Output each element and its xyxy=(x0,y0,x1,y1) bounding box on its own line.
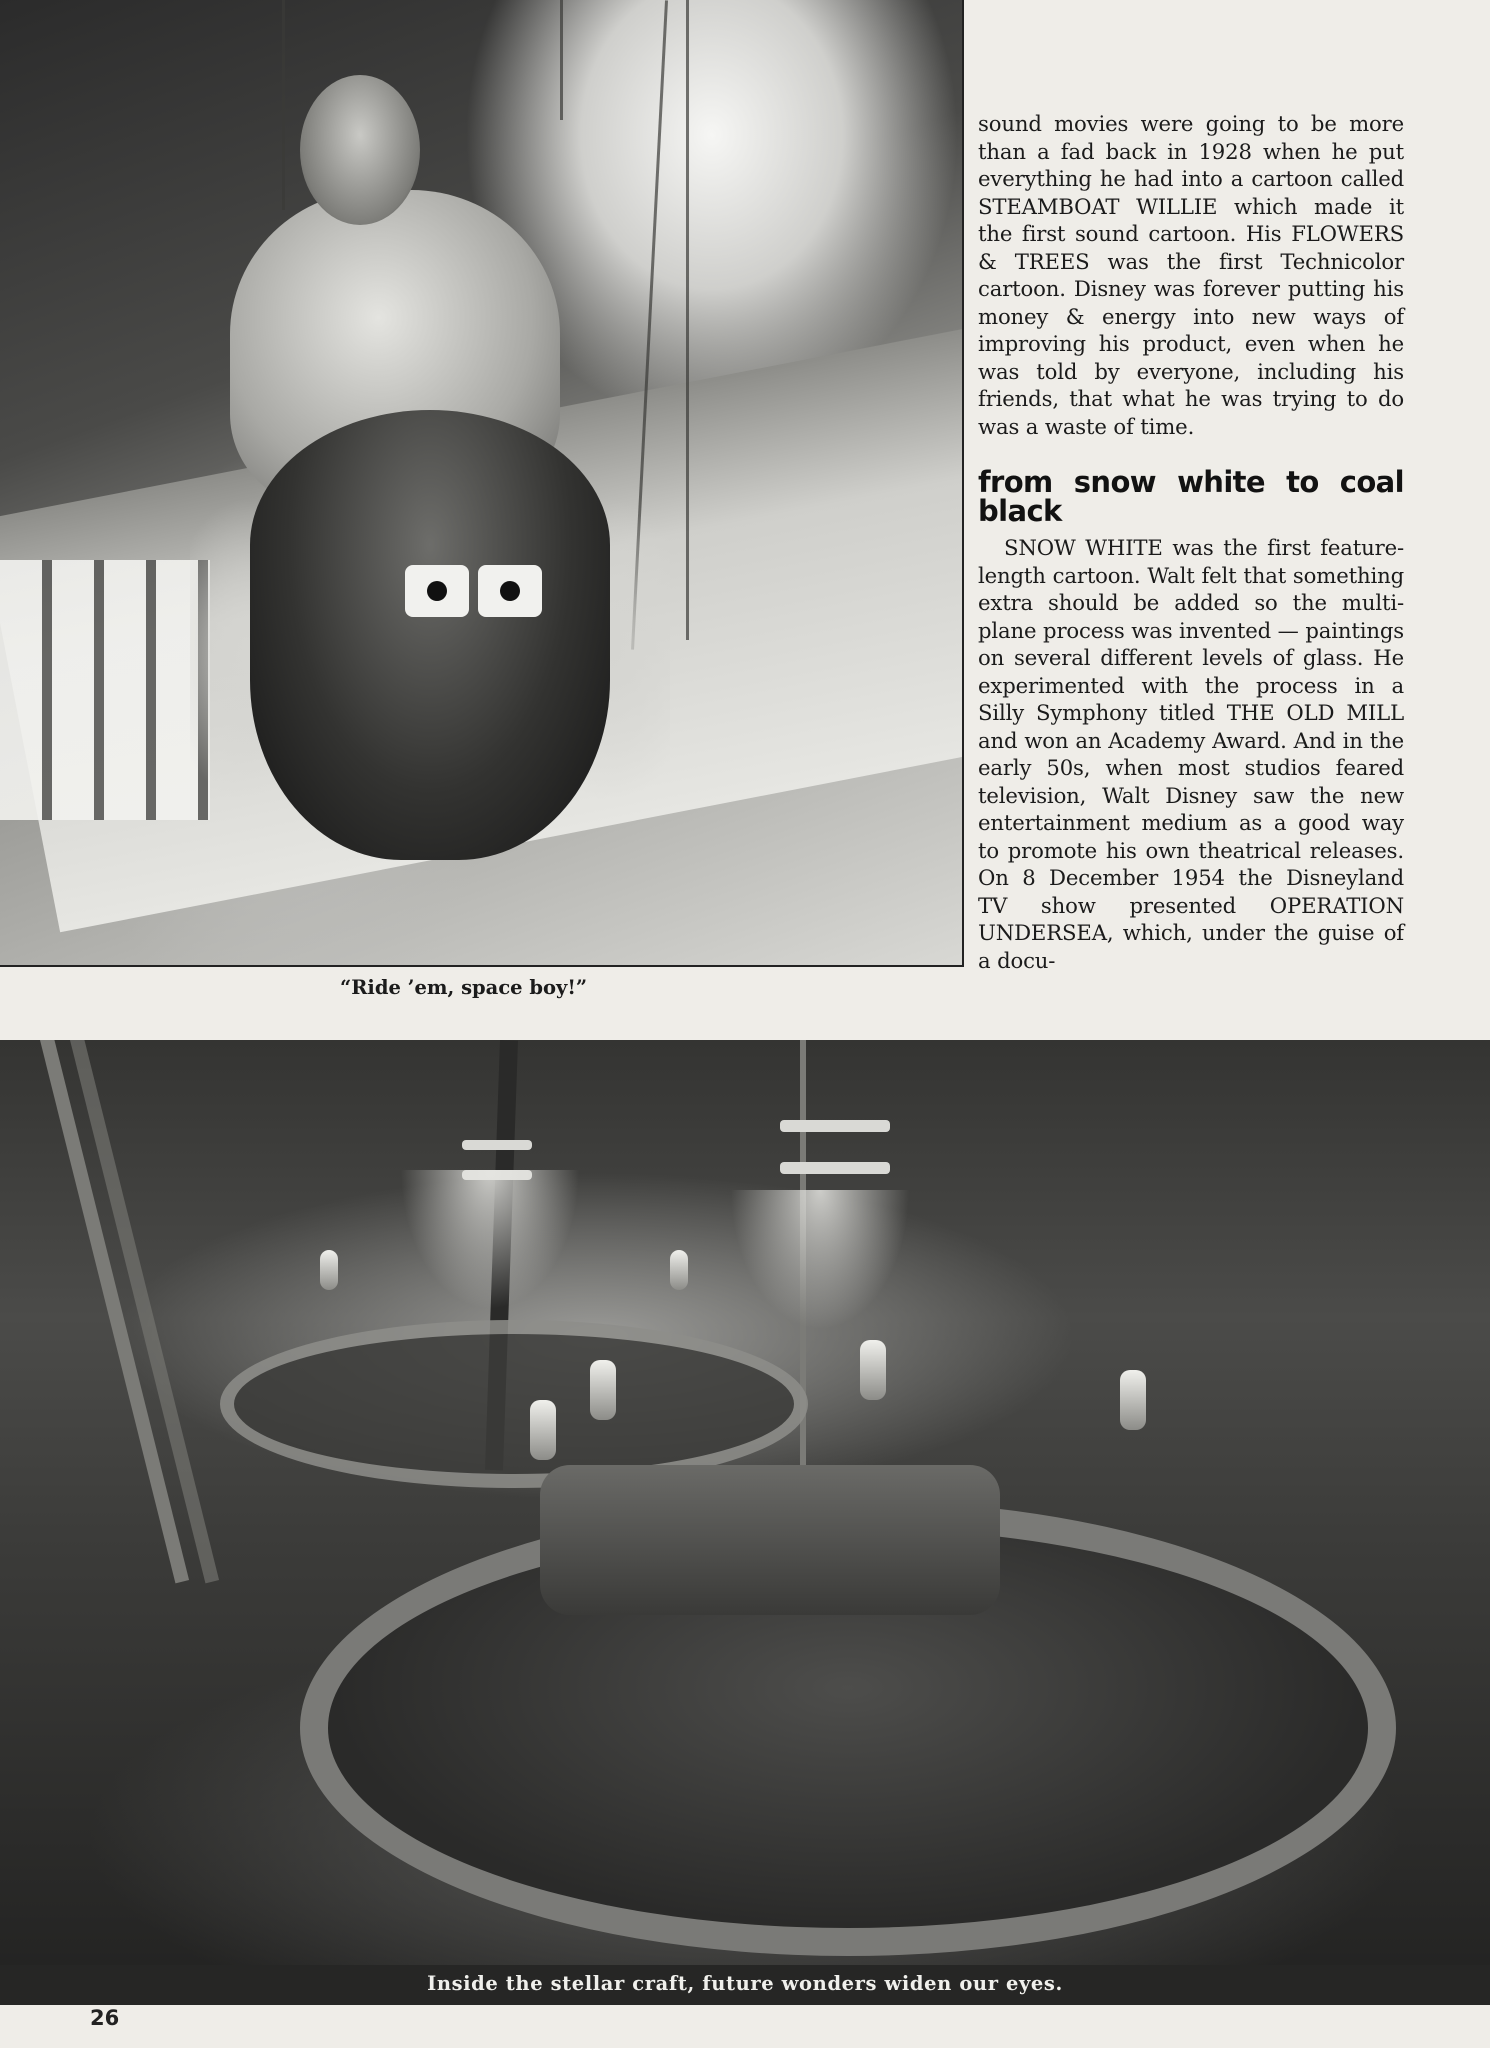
ceiling-light xyxy=(462,1140,532,1150)
suspension-cable xyxy=(686,0,689,640)
control-console xyxy=(540,1465,1000,1615)
robot-eye xyxy=(405,565,469,617)
section-heading: from snow white to coal black xyxy=(978,465,1404,528)
suspension-cable xyxy=(282,0,285,210)
lamp-post xyxy=(590,1360,616,1420)
bottom-photo-caption: Inside the stellar craft, future wonders widen our eyes. xyxy=(0,1965,1490,2005)
spotlight-glow xyxy=(400,1170,580,1310)
ceiling-light xyxy=(780,1162,890,1174)
page-number: 26 xyxy=(90,2006,120,2030)
article-column xyxy=(978,110,1404,974)
lamp-post xyxy=(1120,1370,1146,1430)
actor-head xyxy=(300,75,420,225)
lamp-post xyxy=(860,1340,886,1400)
photo-stellar-craft-interior xyxy=(0,1040,1490,1965)
robot-figure xyxy=(250,410,610,860)
lamp-post xyxy=(530,1400,556,1460)
article-paragraph: sound movies were going to be more than a fad back in 1928 when he put everything he had into a cartoon called STEAMBOAT WILLIE which made it the first sound cartoon. His FLOWERS & TREES was the first Technicolor cartoon. Disney was forever putting his money & energy into new ways of improving his product, even when he was told by everyone, including his friends, that what he was trying to do was a waste of time. xyxy=(978,111,1404,439)
article-paragraph: SNOW WHITE was the first feature-length cartoon. Walt felt that something extra should be added so the multi-plane process was invented — paintings on several different levels of glass. He experimented with the process in a Silly Symphony titled THE OLD MILL and won an Academy Award. And in the early 50s, when most studios feared television, Walt Disney saw the new entertainment medium as a good way to promote his own theatrical releases. On 8 December 1954 the Disneyland TV show presented OPERATION UNDERSEA, which, under the guise of a docu- xyxy=(978,535,1404,973)
spotlight-glow xyxy=(730,1190,910,1330)
truss-beam xyxy=(40,1040,189,1583)
robot-eye xyxy=(478,565,542,617)
photo-ride-space-boy xyxy=(0,0,964,967)
suspension-cable xyxy=(560,0,563,120)
railing-bars xyxy=(0,560,210,820)
ceiling-light xyxy=(780,1120,890,1132)
lamp-post xyxy=(320,1250,338,1290)
top-photo-caption: “Ride ’em, space boy!” xyxy=(340,976,588,999)
truss-beam xyxy=(70,1040,219,1583)
upper-deck xyxy=(220,1320,808,1488)
lamp-post xyxy=(670,1250,688,1290)
